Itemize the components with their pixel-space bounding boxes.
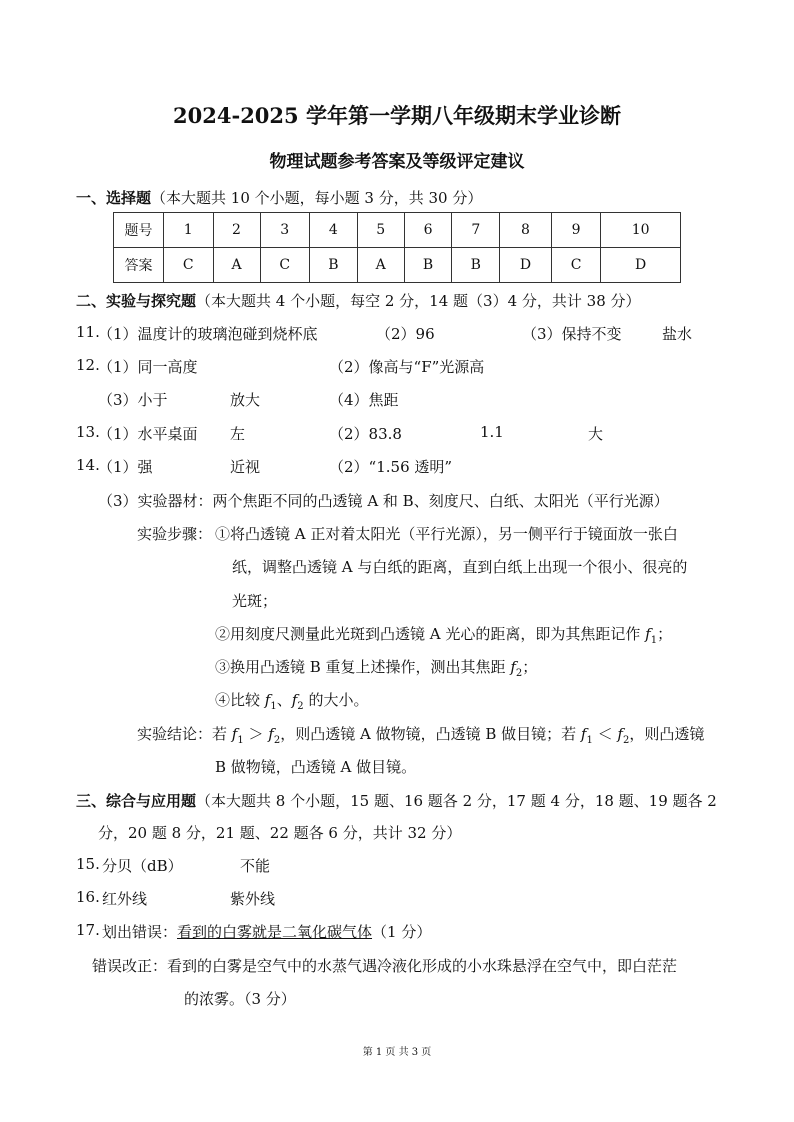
q14-answer-1: （1）强 xyxy=(98,458,153,476)
q13-answer-4: 1.1 xyxy=(480,423,504,441)
q14-conclusion-line1: 实验结论：若 $f_1 > f_2$，则凸透镜 A 做物镜，凸透镜 B 做目镜；若 $f_1 < f_2$，则凸透镜 xyxy=(137,725,705,746)
q13-answer-2: 左 xyxy=(230,425,246,443)
table-cell: 6 xyxy=(404,213,452,248)
q15-answer-2: 不能 xyxy=(240,857,271,875)
q14-step3: ③换用凸透镜 B 重复上述操作，测出其焦距 $f_2$； xyxy=(215,658,538,679)
q14-answer-2: 近视 xyxy=(230,458,261,476)
q14-conclusion-line2: B 做物镜，凸透镜 A 做目镜。 xyxy=(215,758,417,776)
q14-step2: ②用刻度尺测量此光斑到凸透镜 A 光心的距离，即为其焦距记作 $f_1$； xyxy=(215,625,673,646)
q17-line1 xyxy=(102,921,431,942)
q14-step1-line1: ①将凸透镜 A 正对着太阳光（平行光源），另一侧平行于镜面放一张白 xyxy=(215,525,678,543)
q13-number: 13. xyxy=(76,423,100,441)
q16-answer-1: 红外线 xyxy=(102,890,148,908)
focal-length-symbol: f xyxy=(645,625,651,643)
section3-line1 xyxy=(76,790,717,811)
q14-step1-line2: 纸，调整凸透镜 A 与白纸的距离，直到白纸上出现一个很小、很亮的 xyxy=(232,558,688,576)
q13-answer-3: （2）83.8 xyxy=(329,425,402,443)
table-cell: B xyxy=(452,248,500,283)
q11-answer-3: （3）保持不变 xyxy=(522,325,622,343)
section2-line xyxy=(76,290,641,311)
q12-answer-2: （2）像高与“F”光源高 xyxy=(329,358,485,376)
table-row-answers xyxy=(114,248,681,283)
section2-note: （本大题共 4 个小题，每空 2 分，14 题（3）4 分，共计 38 分） xyxy=(196,292,641,310)
table-cell: B xyxy=(310,248,358,283)
table-cell: 5 xyxy=(357,213,404,248)
q14-step1-line3: 光斑； xyxy=(232,592,278,610)
q14-steps-label: 实验步骤： xyxy=(137,525,213,543)
table-cell: A xyxy=(357,248,404,283)
table-cell: C xyxy=(260,248,310,283)
table-cell: C xyxy=(164,248,214,283)
section3-line2: 分，20 题 8 分，21 题、22 题各 6 分，共计 32 分） xyxy=(98,824,462,842)
table-cell: 1 xyxy=(164,213,214,248)
table-cell: B xyxy=(404,248,452,283)
section1-heading: 一、选择题 xyxy=(76,189,152,207)
q11-answer-4: 盐水 xyxy=(662,325,693,343)
table-cell: D xyxy=(500,248,552,283)
row-label-number: 题号 xyxy=(114,213,164,248)
q13-answer-5: 大 xyxy=(588,425,604,443)
q11-answer-1: （1）温度计的玻璃泡碰到烧杯底 xyxy=(98,325,318,343)
page-footer: 第 1 页 共 3 页 xyxy=(362,1047,432,1058)
q12-answer-1: （1）同一高度 xyxy=(98,358,198,376)
q17-number: 17. xyxy=(76,921,100,939)
q11-number: 11. xyxy=(76,323,100,341)
q17-fix-line2: 的浓雾。（3 分） xyxy=(184,990,296,1008)
table-row-numbers xyxy=(114,213,681,248)
table-cell: 4 xyxy=(310,213,358,248)
q13-answer-1: （1）水平桌面 xyxy=(98,425,198,443)
table-cell: 3 xyxy=(260,213,310,248)
q15-answer-1: 分贝（dB） xyxy=(102,857,183,875)
table-cell: 10 xyxy=(601,213,681,248)
table-cell: D xyxy=(601,248,681,283)
q14-number: 14. xyxy=(76,456,100,474)
section3-note: （本大题共 8 个小题，15 题、16 题各 2 分，17 题 4 分，18 题、19 题各 2 xyxy=(196,792,717,810)
q17-score: （1 分） xyxy=(372,923,432,941)
section2-heading: 二、实验与探究题 xyxy=(76,292,197,310)
focal-length-symbol: f xyxy=(510,658,516,676)
section1-note: （本大题共 10 个小题，每小题 3 分，共 30 分） xyxy=(151,189,483,207)
table-cell: 8 xyxy=(500,213,552,248)
q12-answer-4: 放大 xyxy=(230,391,261,409)
row-label-answer: 答案 xyxy=(114,248,164,283)
q11-answer-2: （2）96 xyxy=(376,325,435,343)
table-cell: 7 xyxy=(452,213,500,248)
q12-answer-5: （4）焦距 xyxy=(329,391,399,409)
section1-line xyxy=(76,187,482,208)
q17-fix-line1: 错误改正：看到的白雾是空气中的水蒸气遇冷液化形成的小水珠悬浮在空气中，即白茫茫 xyxy=(92,957,678,975)
answer-table xyxy=(113,212,681,283)
q16-number: 16. xyxy=(76,888,100,906)
document-subtitle: 物理试题参考答案及等级评定建议 xyxy=(269,152,525,172)
section3-heading: 三、综合与应用题 xyxy=(76,792,197,810)
table-cell: C xyxy=(551,248,601,283)
q12-number: 12. xyxy=(76,356,100,374)
q12-answer-3: （3）小于 xyxy=(98,391,168,409)
q15-number: 15. xyxy=(76,855,100,873)
table-cell: A xyxy=(213,248,260,283)
q14-step4: ④比较 $f_1$、$f_2$ 的大小。 xyxy=(215,691,369,712)
q17-label: 划出错误： xyxy=(102,923,178,941)
q16-answer-2: 紫外线 xyxy=(230,890,276,908)
table-cell: 2 xyxy=(213,213,260,248)
q14-answer-3: （2）“1.56 透明” xyxy=(329,458,453,476)
q17-underlined-error: 看到的白雾就是二氧化碳气体 xyxy=(177,923,373,941)
document-title: 2024-2025 学年第一学期八年级期末学业诊断 xyxy=(173,103,621,128)
q14-equipment: （3）实验器材：两个焦距不同的凸透镜 A 和 B、刻度尺、白纸、太阳光（平行光源） xyxy=(98,492,669,510)
table-cell: 9 xyxy=(551,213,601,248)
